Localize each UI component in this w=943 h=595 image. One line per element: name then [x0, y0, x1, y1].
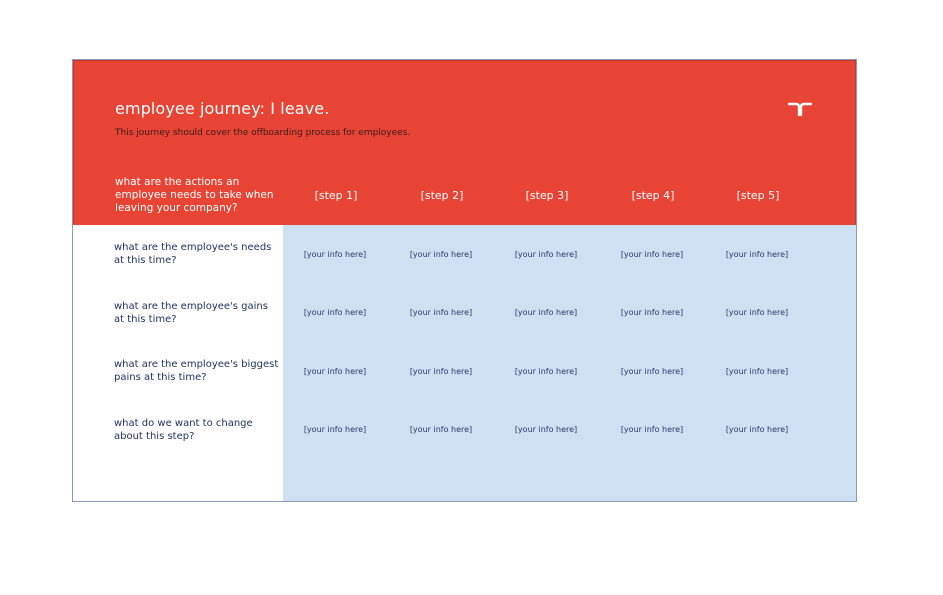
step-header-4: [step 4] — [631, 189, 675, 202]
info-cell[interactable]: [your info here] — [303, 367, 367, 376]
step-header-3: [step 3] — [525, 189, 569, 202]
step-header-2: [step 2] — [420, 189, 464, 202]
info-cell[interactable]: [your info here] — [514, 250, 578, 259]
row-question-needs: what are the employee's needs at this time? — [114, 242, 272, 266]
info-cell[interactable]: [your info here] — [303, 250, 367, 259]
info-cell[interactable]: [your info here] — [725, 308, 789, 317]
info-cell[interactable]: [your info here] — [620, 367, 684, 376]
page-subtitle: This journey should cover the offboarding process for employees. — [115, 128, 411, 138]
info-cell[interactable]: [your info here] — [514, 308, 578, 317]
row-question-gains: what are the employee's gains at this time? — [114, 301, 268, 325]
info-cell[interactable]: [your info here] — [620, 250, 684, 259]
info-cell[interactable]: [your info here] — [514, 367, 578, 376]
info-cell[interactable]: [your info here] — [409, 250, 473, 259]
info-cell[interactable]: [your info here] — [303, 425, 367, 434]
step-header-5: [step 5] — [736, 189, 780, 202]
step-header-1: [step 1] — [314, 189, 358, 202]
info-cell[interactable]: [your info here] — [725, 250, 789, 259]
actions-question: what are the actions an employee needs to take when leaving your company? — [115, 176, 274, 214]
info-cell[interactable]: [your info here] — [620, 425, 684, 434]
row-question-pains: what are the employee's biggest pains at this time? — [114, 359, 279, 383]
journey-grid — [283, 225, 856, 501]
page-title: employee journey: I leave. — [115, 99, 330, 118]
info-cell[interactable]: [your info here] — [409, 425, 473, 434]
info-cell[interactable]: [your info here] — [303, 308, 367, 317]
randstad-logo-icon — [787, 101, 813, 117]
info-cell[interactable]: [your info here] — [514, 425, 578, 434]
journey-slide — [72, 59, 857, 502]
info-cell[interactable]: [your info here] — [620, 308, 684, 317]
info-cell[interactable]: [your info here] — [725, 367, 789, 376]
info-cell[interactable]: [your info here] — [409, 308, 473, 317]
journey-header — [73, 60, 856, 225]
row-question-change: what do we want to change about this step? — [114, 418, 253, 442]
info-cell[interactable]: [your info here] — [409, 367, 473, 376]
info-cell[interactable]: [your info here] — [725, 425, 789, 434]
